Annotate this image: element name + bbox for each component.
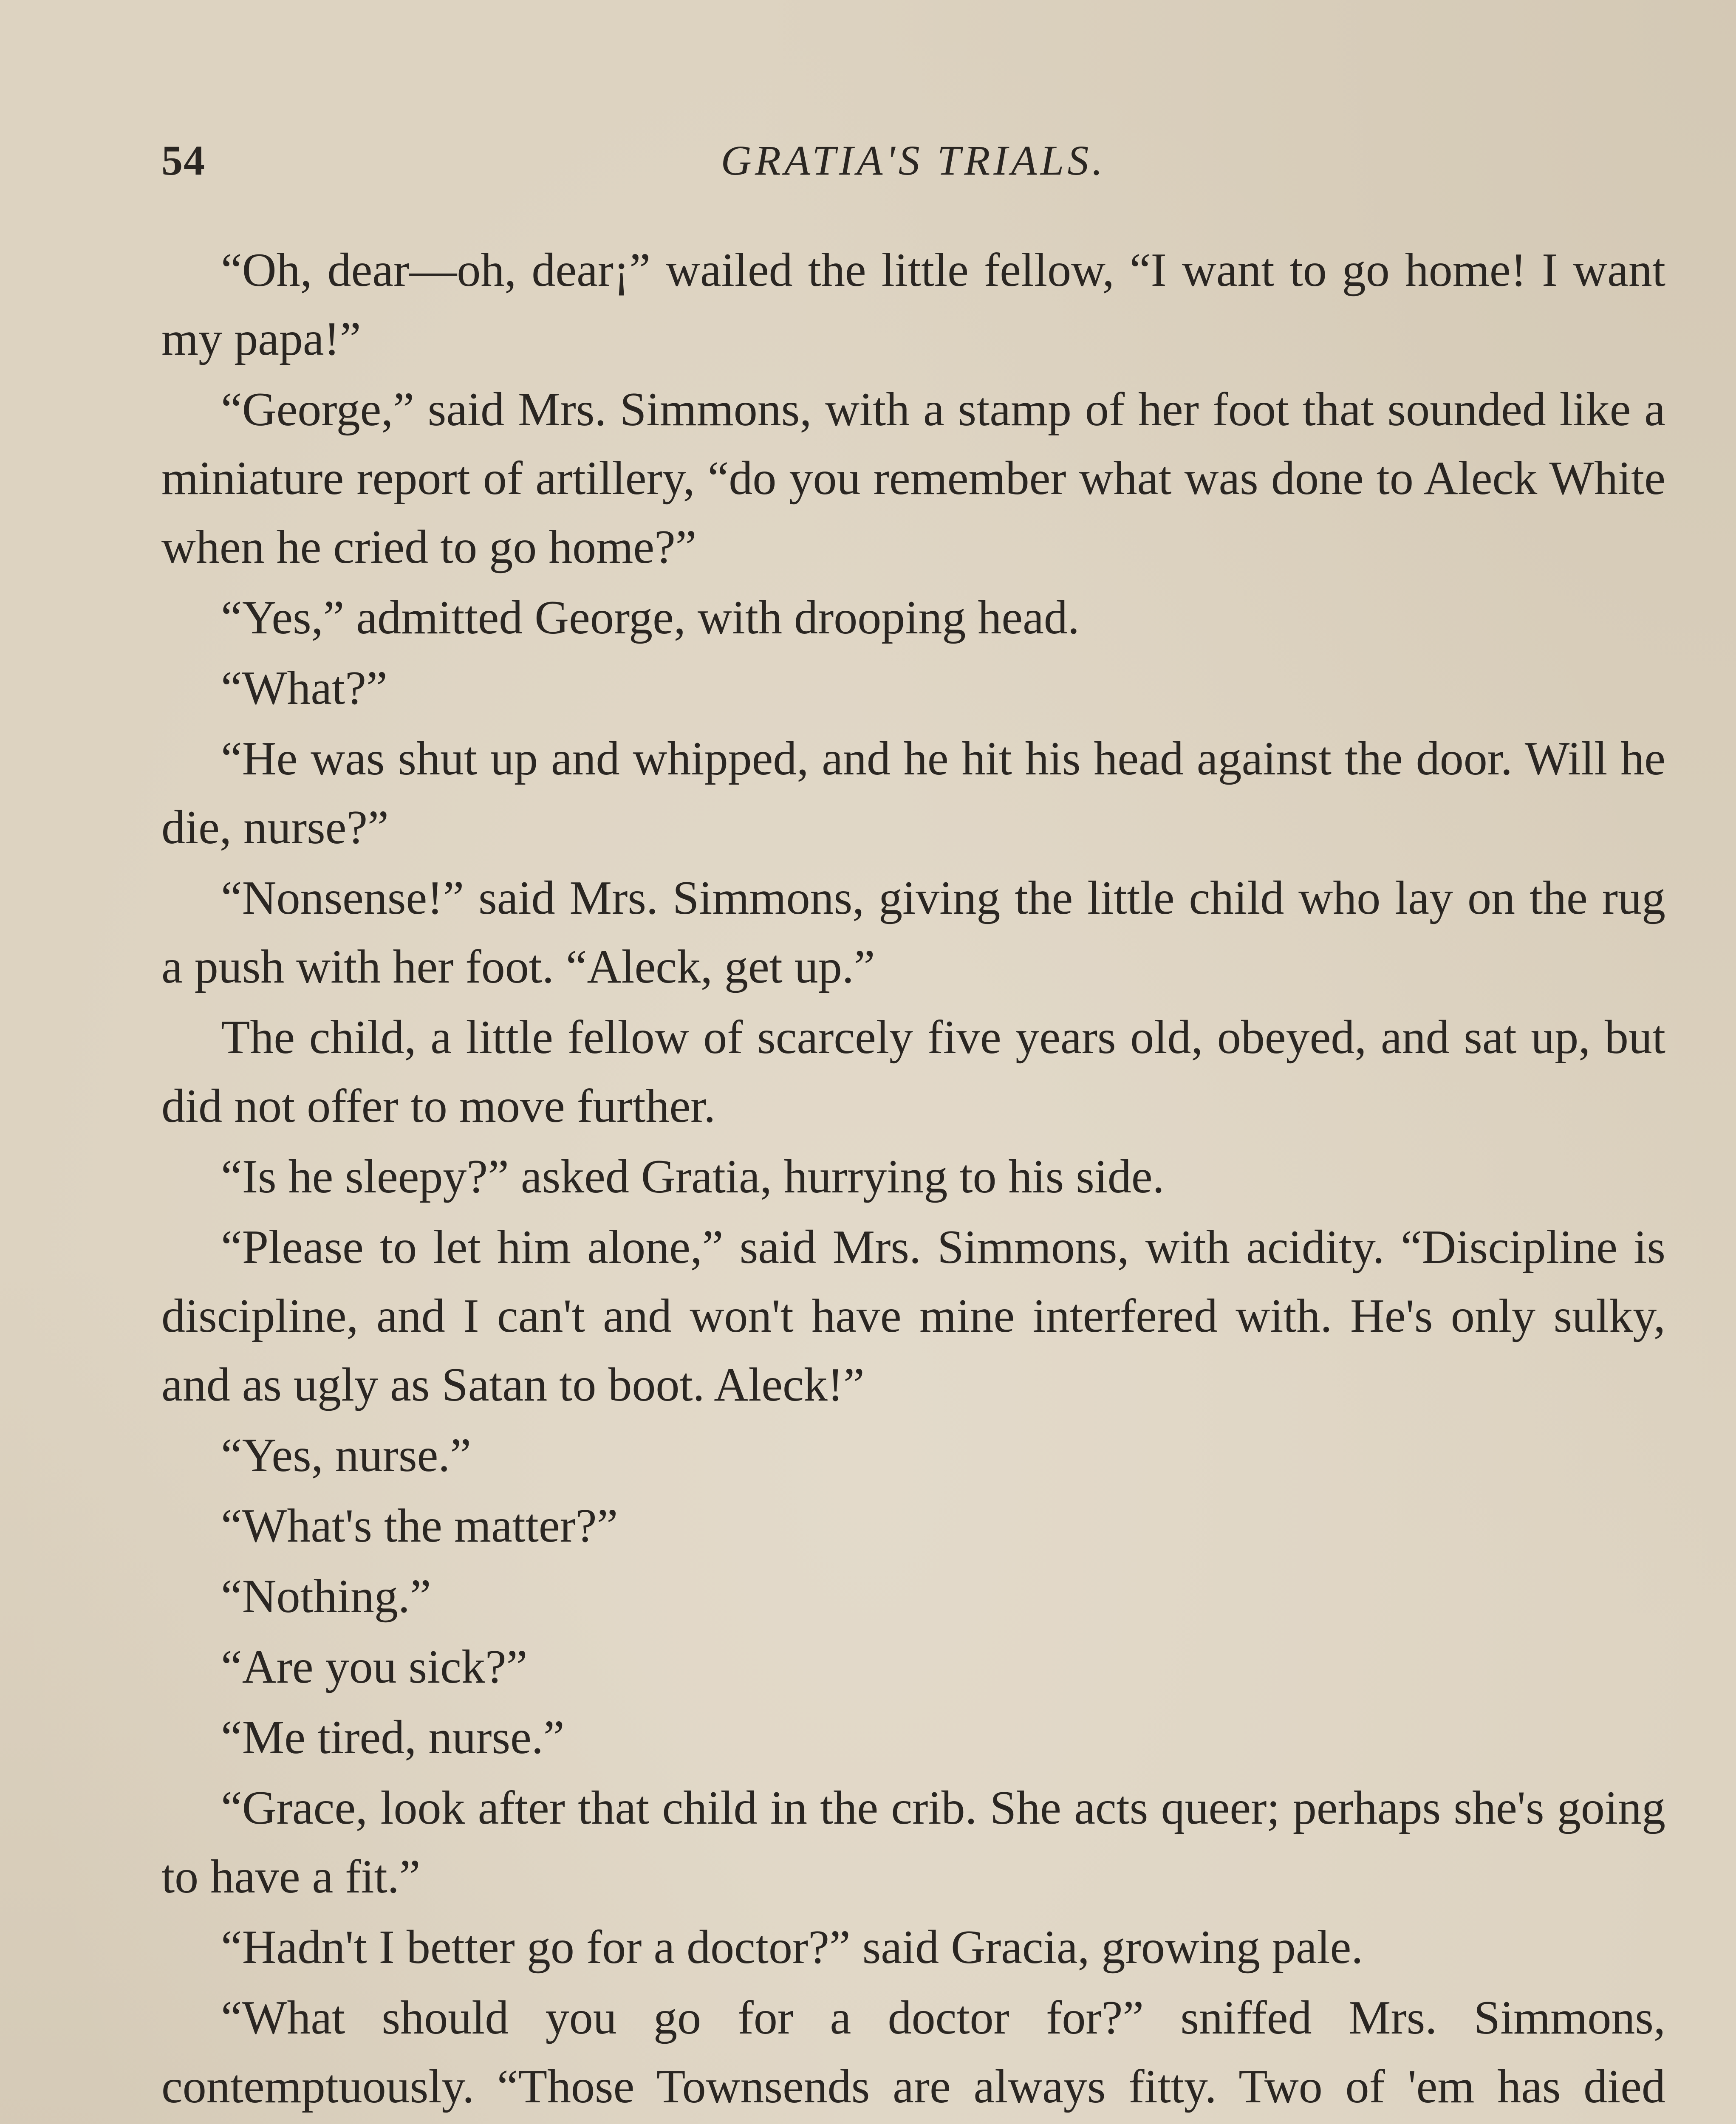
paragraph: “Nothing.” <box>221 1570 431 1623</box>
page-number: 54 <box>161 137 206 184</box>
paragraph: “Me tired, nurse.” <box>221 1711 565 1764</box>
paragraph: “Hadn't I better go for a doctor?” said Gracia, growing pale. <box>221 1921 1363 1974</box>
paragraph: “What?” <box>221 662 387 715</box>
paragraph: “What should you go for a doctor for?” sniffed Mrs. Simmons, contemptuously. “Those Townsends are always fitty. Two of 'em has died <box>161 1991 1665 2113</box>
body-text <box>161 236 1665 2124</box>
paragraph: “Is he sleepy?” asked Gratia, hurrying to his side. <box>221 1150 1165 1203</box>
paragraph: “George,” said Mrs. Simmons, with a stamp of her foot that sounded like a miniature report of artillery, “do you remember what was done to Aleck White when he cried to go home?” <box>161 383 1665 573</box>
paragraph: “Are you sick?” <box>221 1641 528 1693</box>
paragraph: “Nonsense!” said Mrs. Simmons, giving the little child who lay on the rug a push with her foot. “Aleck, get up.” <box>161 872 1665 993</box>
paragraph: “Please to let him alone,” said Mrs. Simmons, with acidity. “Discipline is discipline, and I can't and won't have mine interfered with. He's only sulky, and as ugly as Satan to boot. Aleck!” <box>161 1221 1665 1411</box>
running-title: GRATIA'S TRIALS. <box>721 137 1106 184</box>
paragraph: “What's the matter?” <box>221 1500 618 1552</box>
paragraph: “Oh, dear—oh, dear¡” wailed the little fellow, “I want to go home! I want my papa!” <box>161 244 1665 365</box>
paragraph: The child, a little fellow of scarcely five years old, obeyed, and sat up, but did not offer to move further. <box>161 1011 1665 1133</box>
page-header <box>161 136 1665 195</box>
paragraph: “He was shut up and whipped, and he hit his head against the door. Will he die, nurse?” <box>161 732 1665 854</box>
paragraph: “Grace, look after that child in the crib. She acts queer; perhaps she's going to have a fit.” <box>161 1782 1665 1903</box>
paragraph: “Yes,” admitted George, with drooping head. <box>221 591 1080 644</box>
paragraph: “Yes, nurse.” <box>221 1429 471 1482</box>
